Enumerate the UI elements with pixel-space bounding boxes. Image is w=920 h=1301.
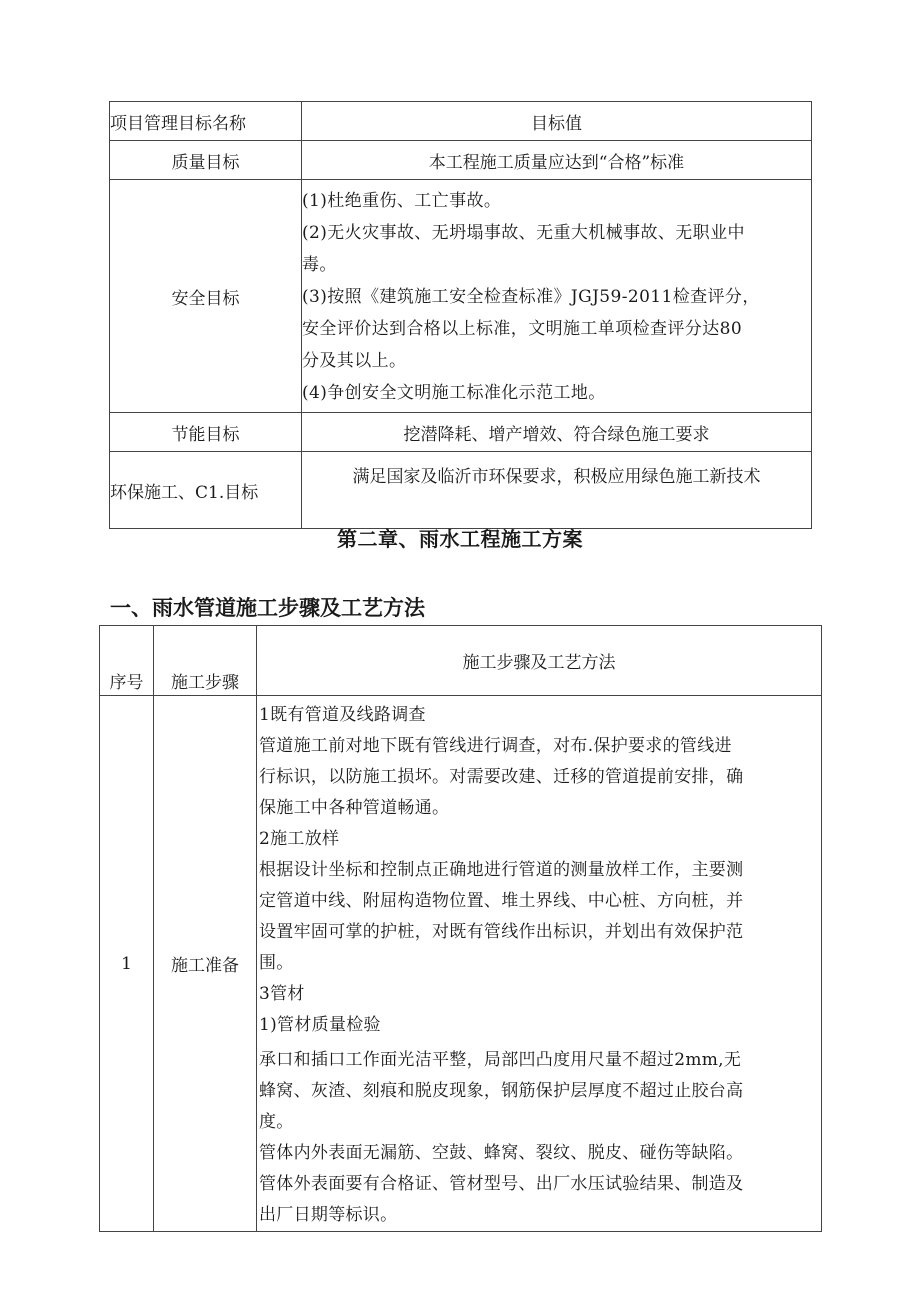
table-row <box>110 141 812 180</box>
section-heading: 一、雨水管道施工步骤及工艺方法 <box>110 596 425 620</box>
header-construction-step: 施工步骤 <box>154 626 257 696</box>
quality-goal-label: 质量目标 <box>110 141 302 180</box>
table-header-row <box>100 626 822 696</box>
header-method: 施工步骤及工艺方法 <box>257 626 822 696</box>
construction-steps-table <box>99 625 822 1232</box>
row-serial-no: 1 <box>100 696 154 1232</box>
energy-goal-value: 挖潜降耗、增产增效、符合绿色施工要求 <box>302 413 812 452</box>
project-goals-table <box>109 101 812 529</box>
method-line: 管体内外表面无漏筋、空鼓、蜂窝、裂纹、脱皮、碰伤等缺陷。 <box>259 1143 744 1163</box>
safety-goal-label: 安全目标 <box>110 180 302 413</box>
energy-goal-label: 节能目标 <box>110 413 302 452</box>
table-header-row <box>110 102 812 141</box>
chapter-title: 第二章、雨水工程施工方案 <box>337 527 583 551</box>
method-line: 管道施工前对地下既有管线进行调查，对布.保护要求的管线进 <box>259 736 732 756</box>
method-line: 根据设计坐标和控制点正确地进行管道的测量放样工作，主要测 <box>259 860 744 880</box>
table-row <box>110 413 812 452</box>
method-line: 定管道中线、附屈构造物位置、堆土界线、中心桩、方向桩，并 <box>259 891 744 911</box>
safety-line: 分及其以上。 <box>302 351 407 371</box>
method-line: 1)管材质量检验 <box>259 1015 381 1035</box>
method-line: 2施工放样 <box>259 829 340 849</box>
row-method-description <box>257 696 822 1232</box>
safety-line: (3)按照《建筑施工安全检查标准》JGJ59-2011检查评分， <box>302 287 760 307</box>
environment-goal-value: 满足国家及临沂市环保要求，积极应用绿色施工新技术 <box>302 452 812 529</box>
method-line: 行标识，以防施工损坏。对需要改建、迁移的管道提前安排，确 <box>259 767 744 787</box>
safety-line: 安全评价达到合格以上标准，文明施工单项检查评分达80 <box>302 319 743 339</box>
method-line: 保施工中各种管道畅通。 <box>259 798 450 818</box>
method-line: 出厂日期等标识。 <box>259 1205 398 1225</box>
method-line: 承口和插口工作面光洁平整，局部凹凸度用尺量不超过2mm,无 <box>259 1050 742 1070</box>
method-line: 设置牢固可掌的护桩，对既有管线作出标识，并划出有效保护范 <box>259 922 744 942</box>
safety-line: (1)杜绝重伤、工亡事故。 <box>302 191 502 211</box>
method-line: 3管材 <box>259 984 305 1004</box>
table-row <box>110 452 812 529</box>
method-line: 管体外表面要有合格证、管材型号、出厂水压试验结果、制造及 <box>259 1174 744 1194</box>
safety-line: 毒。 <box>302 255 337 275</box>
header-goal-value: 目标值 <box>302 102 812 141</box>
header-goal-name: 项目管理目标名称 <box>110 102 302 141</box>
row-construction-step: 施工准备 <box>154 696 257 1232</box>
table-row <box>110 180 812 413</box>
method-line: 1既有管道及线路调查 <box>259 705 426 725</box>
table-row <box>100 696 822 1232</box>
method-line: 蜂窝、灰渣、刻痕和脱皮现象，钢筋保护层厚度不超过止胶台高 <box>259 1081 744 1101</box>
safety-line: (4)争创安全文明施工标准化示范工地。 <box>302 383 606 403</box>
method-line: 度。 <box>259 1112 294 1132</box>
safety-line: (2)无火灾事故、无坍塌事故、无重大机械事故、无职业中 <box>302 223 745 243</box>
safety-goal-value <box>302 180 812 413</box>
environment-goal-label: 环保施工、C1.目标 <box>110 452 302 529</box>
method-line: 围。 <box>259 953 294 973</box>
quality-goal-value: 本工程施工质量应达到“合格”标准 <box>302 141 812 180</box>
header-serial-no: 序号 <box>100 626 154 696</box>
